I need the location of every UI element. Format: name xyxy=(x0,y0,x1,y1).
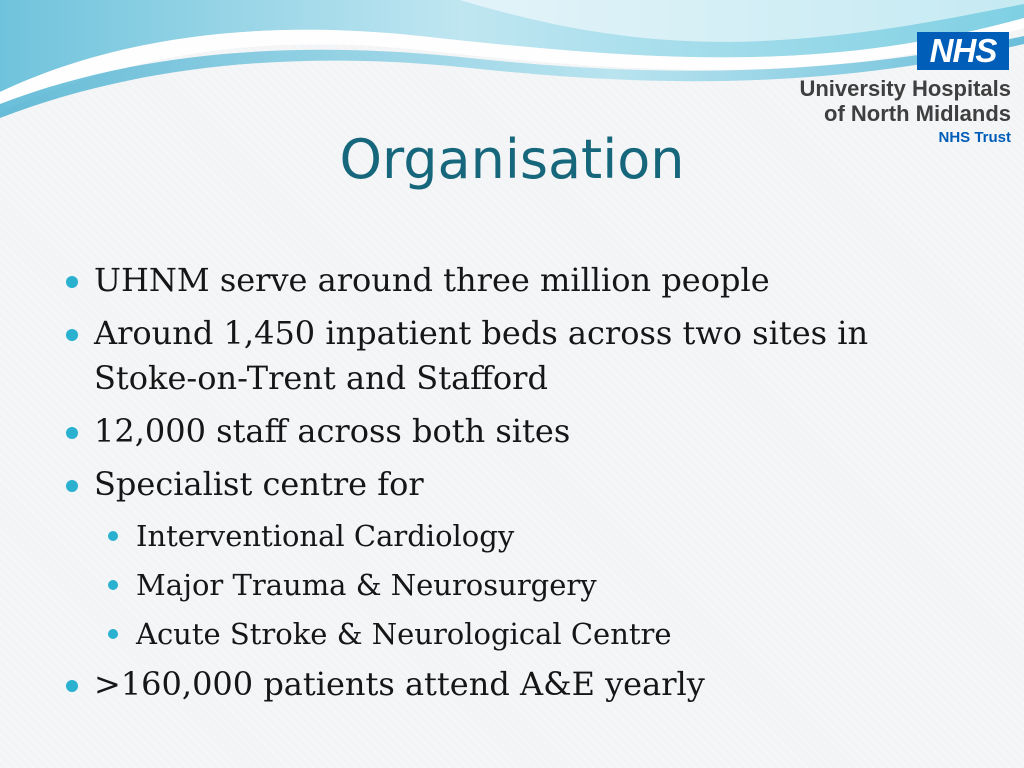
bullet-item xyxy=(64,462,964,507)
logo-line-nhs-trust: NHS Trust xyxy=(938,129,1011,146)
bullet-item xyxy=(64,409,964,454)
sub-bullet-item xyxy=(64,613,964,655)
sub-bullet-dot-icon xyxy=(108,531,118,541)
bullet-item xyxy=(64,258,964,303)
sub-bullet-item xyxy=(64,515,964,557)
bullet-text: Specialist centre for xyxy=(94,465,424,503)
logo-line-north-midlands: of North Midlands xyxy=(824,101,1011,126)
sub-bullet-dot-icon xyxy=(108,580,118,590)
logo-line-university-hospitals: University Hospitals xyxy=(799,76,1011,101)
sub-bullet-item xyxy=(64,564,964,606)
sub-bullet-text: Major Trauma & Neurosurgery xyxy=(136,568,597,602)
bullet-dot-icon xyxy=(66,680,78,692)
bullet-text: UHNM serve around three million people xyxy=(94,261,770,299)
sub-bullet-dot-icon xyxy=(108,629,118,639)
bullet-text: Around 1,450 inpatient beds across two sites in Stoke-on-Trent and Stafford xyxy=(94,314,869,397)
bullet-item xyxy=(64,662,964,707)
bullet-dot-icon xyxy=(66,427,78,439)
bullet-dot-icon xyxy=(66,329,78,341)
slide-title: Organisation xyxy=(339,128,685,191)
bullet-list xyxy=(64,258,964,715)
sub-bullet-text: Interventional Cardiology xyxy=(136,519,515,553)
bullet-text: 12,000 staff across both sites xyxy=(94,412,571,450)
sub-bullet-text: Acute Stroke & Neurological Centre xyxy=(136,617,672,651)
bullet-text: >160,000 patients attend A&E yearly xyxy=(94,665,705,703)
bullet-dot-icon xyxy=(66,480,78,492)
bullet-item xyxy=(64,311,964,401)
nhs-logo-mark: NHS xyxy=(917,32,1009,70)
bullet-dot-icon xyxy=(66,276,78,288)
